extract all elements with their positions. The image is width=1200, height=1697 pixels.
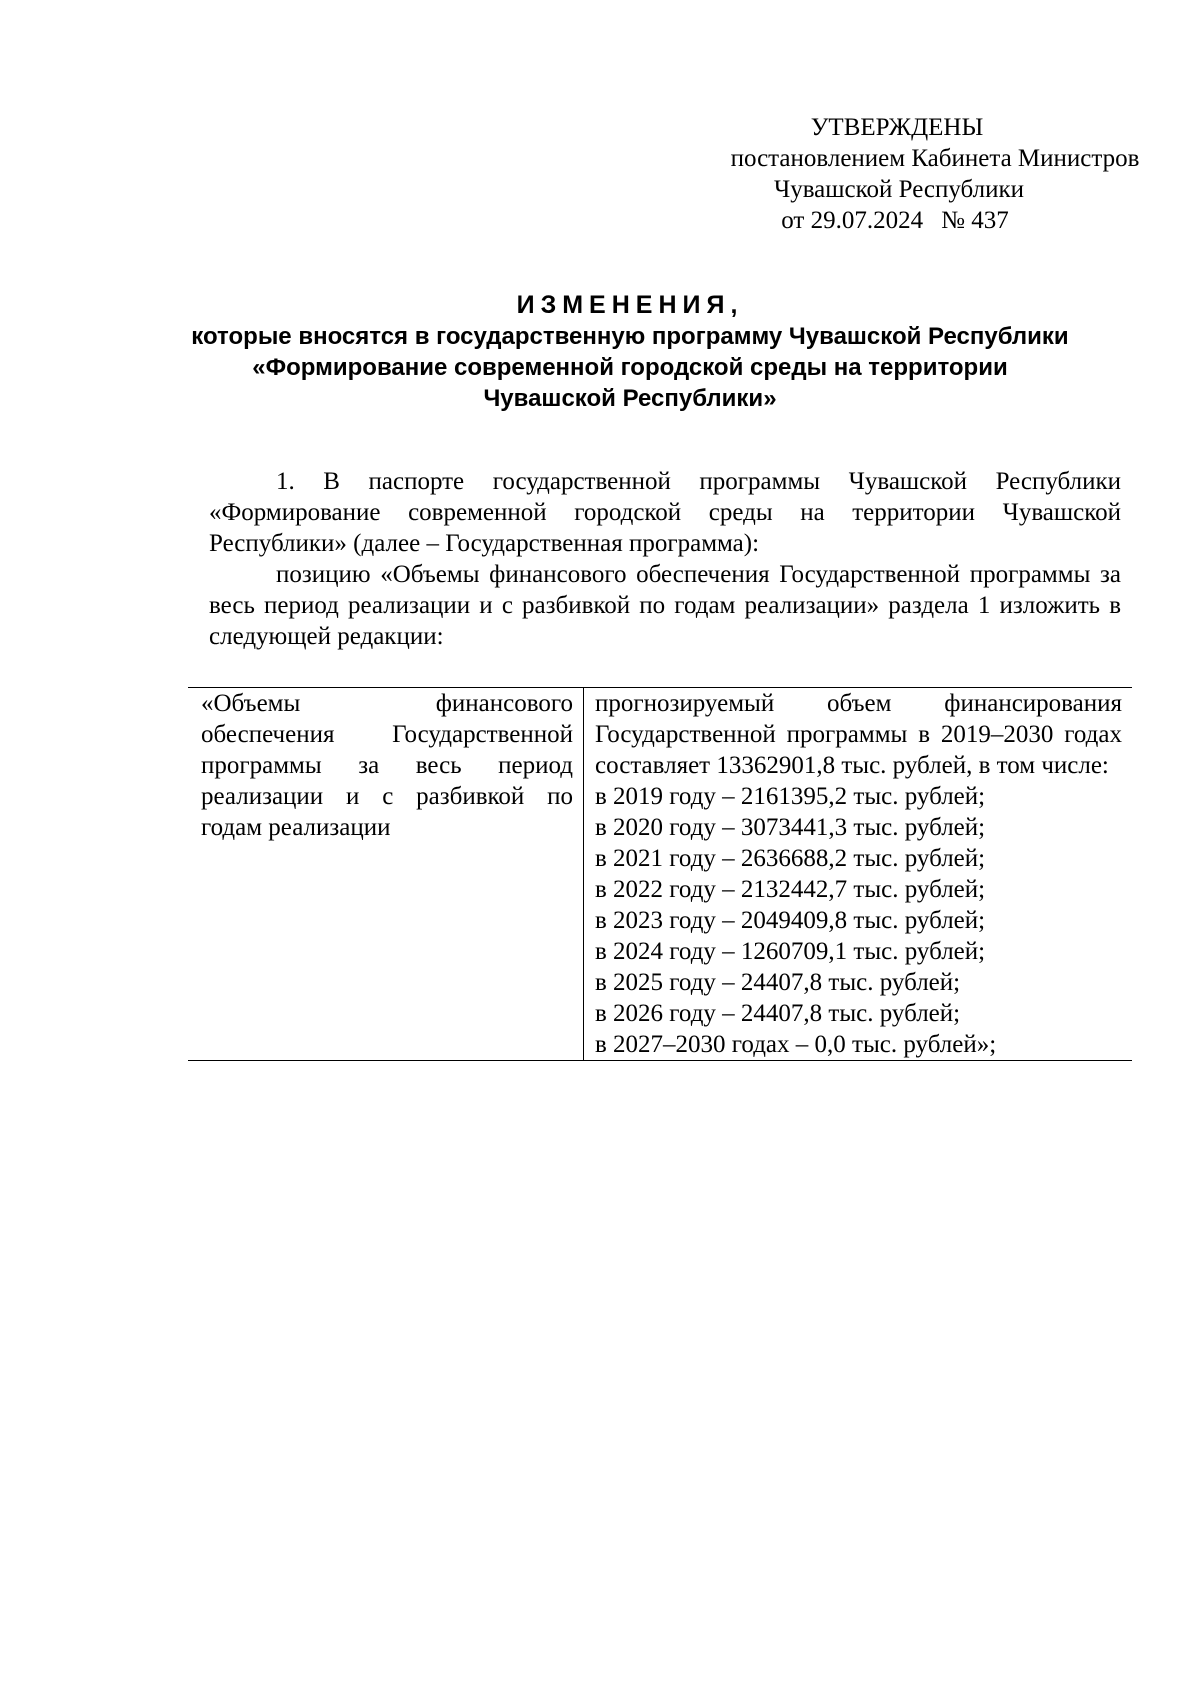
financing-year-row: в 2020 году – 3073441,3 тыс. рублей; — [595, 814, 986, 841]
approval-issuer: постановлением Кабинета Министров — [730, 145, 1140, 172]
financing-year-row: в 2025 году – 24407,8 тыс. рублей; — [595, 969, 961, 996]
table-cell-value — [584, 688, 1133, 1061]
table-cell-position: «Объемы финансового обеспечения Государственной программы за весь период реализации и с разбивкой по годам реализации — [188, 688, 584, 1061]
financing-year-row: в 2026 году – 24407,8 тыс. рублей; — [595, 1000, 961, 1027]
financing-year-row: в 2022 году – 2132442,7 тыс. рублей; — [595, 876, 986, 903]
document-title — [150, 290, 1110, 414]
approval-stamp — [660, 112, 1140, 236]
financing-year-row: в 2024 году – 1260709,1 тыс. рублей; — [595, 938, 986, 965]
approval-date: от 29.07.2024 — [781, 207, 924, 234]
financing-year-row: в 2019 году – 2161395,2 тыс. рублей; — [595, 783, 986, 810]
approval-heading: УТВЕРЖДЕНЫ — [810, 114, 984, 141]
title-line-1: которые вносятся в государственную программу Чувашской Республики — [191, 323, 1069, 350]
financing-total: прогнозируемый объем финансирования Государственной программы в 2019–2030 годах составляет 13362901,8 тыс. рублей, в том числе: — [595, 690, 1122, 779]
approval-number: № 437 — [941, 207, 1009, 234]
financing-year-row: в 2021 году – 2636688,2 тыс. рублей; — [595, 845, 986, 872]
approval-republic: Чувашской Республики — [773, 176, 1025, 203]
paragraph-2: позицию «Объемы финансового обеспечения Государственной программы за весь период реализации и с разбивкой по годам реализации» раздела 1 изложить в следующей редакции: — [209, 561, 1121, 650]
financing-table — [188, 687, 1132, 1061]
title-line-3: Чувашской Республики» — [483, 385, 777, 412]
table-row — [188, 688, 1132, 1061]
financing-year-row: в 2023 году – 2049409,8 тыс. рублей; — [595, 907, 986, 934]
document-body — [209, 466, 1121, 652]
financing-year-row: в 2027–2030 годах – 0,0 тыс. рублей»; — [595, 1031, 997, 1058]
approval-date-number — [660, 205, 1130, 236]
title-heading: ИЗМЕНЕНИЯ, — [516, 291, 744, 319]
paragraph-1: 1. В паспорте государственной программы Чувашской Республики «Формирование современной городской среды на территории Чувашской Республики» (далее – Государственная программа): — [209, 468, 1121, 557]
title-line-2: «Формирование современной городской среды на территории — [252, 354, 1008, 381]
